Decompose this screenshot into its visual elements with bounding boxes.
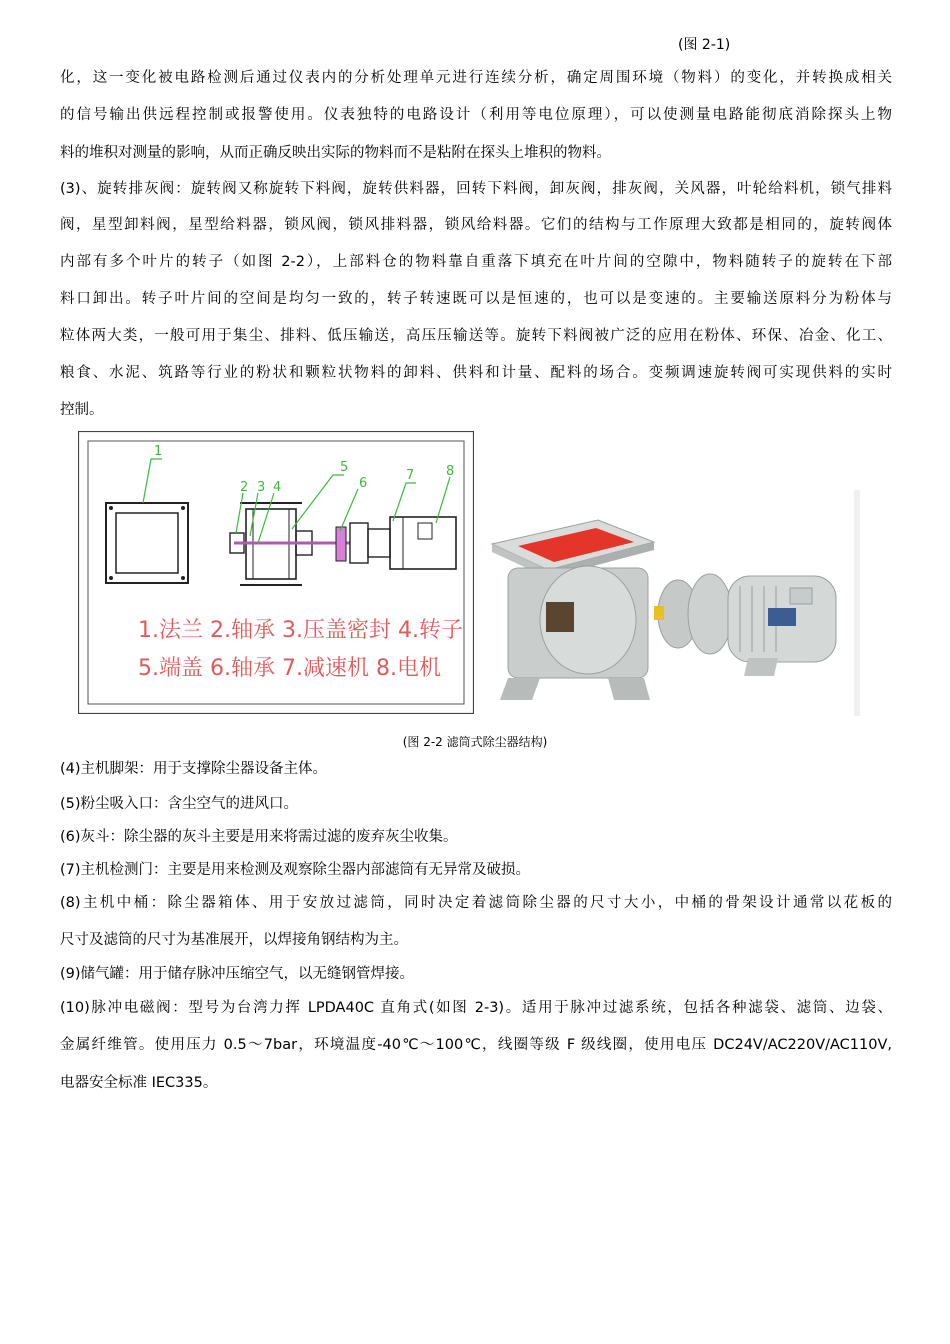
paragraph-line: 化，这一变化被电路检测后通过仪表内的分析处理单元进行连续分析，确定周围环境（物料）的变化，并转换成相关 <box>60 70 892 86</box>
callout-label: 5 <box>340 460 349 475</box>
paragraph-line: 粒体两大类，一般可用于集尘、排料、低压输送，高压压输送等。旋转下料阀被广泛的应用在粉体、环保、冶金、化工、 <box>60 328 892 344</box>
list-item: 金属纤维管。使用压力 0.5～7bar，环境温度-40℃～100℃，线圈等级 F 级线圈，使用电压 DC24V/AC220V/AC110V, <box>60 1037 892 1053</box>
paragraph-line: 控制。 <box>60 402 104 418</box>
callout-label: 8 <box>446 464 455 479</box>
list-item: (5)粉尘吸入口：含尘空气的进风口。 <box>60 796 299 812</box>
callout-label: 2 <box>240 480 249 495</box>
figure-2-2-caption: (图 2-2 滤筒式除尘器结构) <box>402 735 548 749</box>
paragraph-line: 阀，星型卸料阀，星型给料器，锁风阀，锁风排料器，锁风给料器。它们的结构与工作原理大致都是相同的，旋转阀体 <box>60 217 892 233</box>
callout-label: 7 <box>406 468 415 483</box>
list-item: (7)主机检测门：主要是用来检测及观察除尘器内部滤筒有无异常及破损。 <box>60 862 531 878</box>
callout-label: 4 <box>273 480 282 495</box>
list-item: 电器安全标准 IEC335。 <box>60 1075 218 1091</box>
callout-label: 1 <box>154 444 163 459</box>
paragraph-line: (3)、旋转排灰阀：旋转阀又称旋转下料阀，旋转供料器，回转下料阀，卸灰阀，排灰阀，关风器，叶轮给料机，锁气排料 <box>60 181 892 197</box>
paragraph-line: 的信号输出供远程控制或报警使用。仪表独特的电路设计（利用等电位原理），可以使测量电路能彻底消除探头上物 <box>60 107 892 123</box>
drawing-legend-line-2: 5.端盖 6.轴承 7.减速机 8.电机 <box>138 656 441 681</box>
paragraph-line: 料口卸出。转子叶片间的空间是均匀一致的，转子转速既可以是恒速的，也可以是变速的。主要输送原料分为粉体与 <box>60 291 892 307</box>
paragraph-line: 粮食、水泥、筑路等行业的粉状和颗粒状物料的卸料、供料和计量、配料的场合。变频调速旋转阀可实现供料的实时 <box>60 365 892 381</box>
paragraph-line: 料的堆积对测量的影响，从而正确反映出实际的物料而不是粘附在探头上堆积的物料。 <box>60 145 611 161</box>
drawing-legend-line-1: 1.法兰 2.轴承 3.压盖密封 4.转子 <box>138 618 463 643</box>
rotary-valve-photo <box>478 490 860 716</box>
list-item: 尺寸及滤筒的尺寸为基准展开，以焊接角钢结构为主。 <box>60 932 408 948</box>
callout-label: 6 <box>359 476 368 491</box>
list-item: (9)储气罐：用于储存脉冲压缩空气，以无缝钢管焊接。 <box>60 966 415 982</box>
list-item: (10)脉冲电磁阀：型号为台湾力挥 LPDA40C 直角式(如图 2-3)。适用于脉冲过滤系统，包括各种滤袋、滤筒、边袋、 <box>60 1000 892 1016</box>
paragraph-line: 内部有多个叶片的转子（如图 2-2），上部料仓的物料靠自重落下填充在叶片间的空隙中，物料随转子的旋转在下部 <box>60 254 892 270</box>
list-item: (8)主机中桶：除尘器箱体、用于安放过滤筒，同时决定着滤筒除尘器的尺寸大小，中桶的骨架设计通常以花板的 <box>60 895 892 911</box>
rotary-valve-drawing <box>78 431 474 714</box>
list-item: (6)灰斗：除尘器的灰斗主要是用来将需过滤的废弃灰尘收集。 <box>60 829 458 845</box>
callout-label: 3 <box>257 480 266 495</box>
figure-2-1-caption: (图 2-1) <box>678 37 731 53</box>
list-item: (4)主机脚架：用于支撑除尘器设备主体。 <box>60 761 328 777</box>
